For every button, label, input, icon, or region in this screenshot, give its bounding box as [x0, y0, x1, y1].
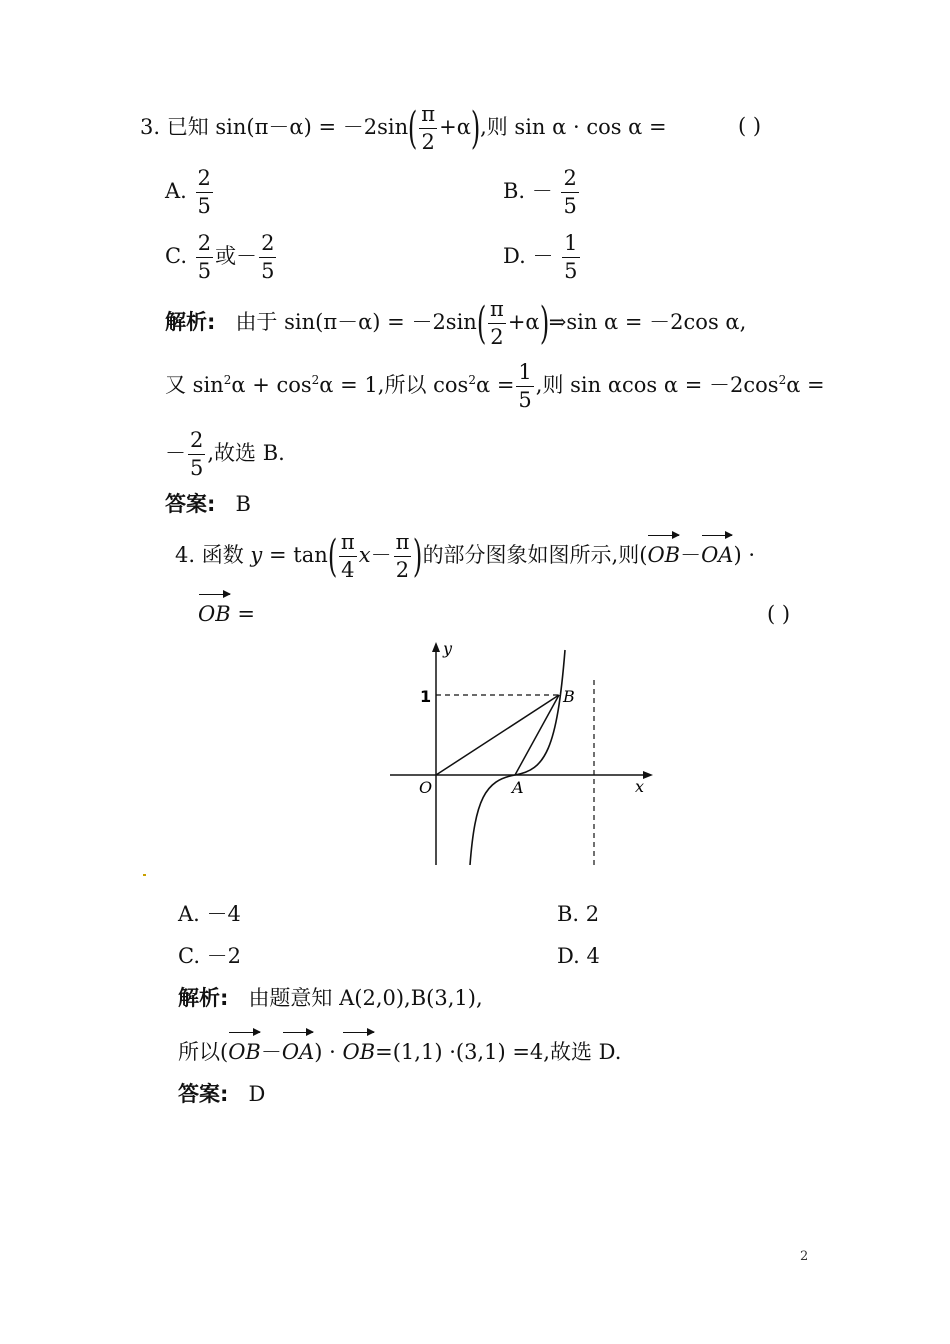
q4-stem-text: －	[680, 543, 702, 567]
option-label: C.	[165, 244, 187, 268]
option-fraction	[196, 168, 213, 217]
paren-left: (	[327, 530, 338, 582]
vector-oa: OA	[701, 543, 734, 567]
q3-answer-value: B	[235, 492, 251, 516]
option-fraction	[196, 233, 213, 282]
q3-option-b	[503, 168, 581, 217]
vector-ob: OB	[198, 602, 231, 626]
analysis-text: 由于 sin(π－α) = －2sin	[235, 310, 477, 334]
frac-num: 2	[561, 168, 578, 193]
q4-answer-blank: ( )	[767, 602, 791, 626]
label-x: x	[635, 777, 645, 796]
label-origin: O	[419, 778, 433, 797]
vector-ob: OB	[228, 1040, 261, 1064]
frac-den: 5	[197, 259, 212, 283]
analysis-fraction	[516, 362, 533, 411]
frac-den: 2	[490, 325, 504, 349]
y-axis-arrow	[432, 642, 440, 652]
q4-number: 4.	[175, 543, 196, 567]
q3-analysis-line2	[165, 362, 825, 411]
q4-stem	[175, 532, 755, 581]
analysis-text: 由题意知 A(2,0),B(3,1),	[248, 986, 483, 1010]
q4-option-b: B. 2	[557, 902, 600, 926]
label-one: 1	[420, 687, 432, 706]
q4-option-a: A. －4	[178, 902, 241, 926]
frac-den: 5	[563, 194, 577, 218]
analysis-text: ⇒sin α = －2cos α,	[548, 310, 747, 334]
tan-graph-figure	[385, 640, 655, 870]
superscript: 2	[223, 373, 232, 387]
stray-mark	[143, 874, 146, 876]
q4-option-d: D. 4	[557, 944, 600, 968]
frac-num: 2	[259, 233, 276, 258]
vector-ob: OB	[647, 543, 681, 567]
frac-den: 5	[197, 194, 211, 218]
frac-num: 2	[196, 168, 213, 193]
q3-option-d	[503, 233, 582, 282]
q4-analysis-line1	[178, 988, 483, 1009]
analysis-text: α = 1,所以 cos	[319, 373, 469, 397]
analysis-text: ) ·	[314, 1040, 336, 1064]
q3-stem-text-b: +α	[439, 115, 471, 139]
q4-analysis-line2	[178, 1042, 621, 1063]
q4-option-c: C. －2	[178, 944, 242, 968]
q4-stem-text: = tan	[268, 543, 328, 567]
frac-den: 4	[341, 558, 355, 582]
vector-ob: OB	[342, 1040, 376, 1064]
q3-number: 3.	[140, 115, 161, 139]
q4-stem-text: ) ·	[733, 543, 756, 567]
frac-num: π	[394, 532, 412, 557]
vector-oa: OA	[281, 1040, 315, 1064]
q4-stem-text: 函数	[201, 543, 244, 567]
frac-num: π	[339, 532, 357, 557]
q3-option-a	[165, 168, 215, 217]
label-point-a: A	[512, 778, 524, 797]
paren-right: )	[413, 530, 423, 582]
x-axis-arrow	[643, 771, 653, 779]
frac-num: 1	[516, 362, 533, 387]
var-y: y	[250, 543, 263, 567]
superscript: 2	[468, 373, 476, 387]
option-fraction	[561, 168, 578, 217]
q3-analysis-line3	[165, 430, 285, 479]
page-number: 2	[800, 1249, 809, 1264]
tan-curve	[470, 650, 565, 865]
q3-option-c	[165, 233, 278, 282]
option-fraction	[259, 233, 276, 282]
paren-left: (	[476, 297, 487, 349]
option-fraction	[562, 233, 579, 282]
q4-fraction	[394, 532, 412, 581]
q4-answer-label: 答案:	[178, 1082, 229, 1106]
analysis-text: 又 sin	[165, 373, 224, 397]
q4-answer-value: D	[248, 1082, 266, 1106]
q4-analysis-label: 解析:	[178, 986, 229, 1010]
option-label: A.	[165, 179, 187, 203]
analysis-text: α =	[475, 373, 515, 397]
q3-analysis-line1	[165, 299, 746, 348]
option-label: D. －	[503, 244, 554, 268]
var-x: x	[358, 543, 371, 567]
frac-den: 2	[421, 130, 435, 154]
label-point-b: B	[563, 687, 575, 706]
frac-den: 5	[190, 456, 204, 480]
q4-answer	[178, 1084, 265, 1105]
superscript: 2	[311, 373, 320, 387]
q3-answer-blank: ( )	[738, 114, 762, 138]
q3-answer-label: 答案:	[165, 492, 216, 516]
frac-den: 5	[261, 259, 275, 283]
option-or: 或－	[215, 244, 258, 268]
frac-den: 2	[395, 558, 410, 582]
analysis-fraction	[488, 299, 506, 348]
q3-stem	[140, 104, 667, 153]
q4-stem-text: 的部分图象如图所示,则(	[422, 543, 648, 567]
q3-answer	[165, 494, 251, 515]
analysis-text: －	[165, 441, 186, 465]
analysis-text: ,故选 B.	[207, 441, 285, 465]
label-y: y	[443, 640, 453, 658]
q3-analysis-label: 解析:	[165, 310, 216, 334]
frac-den: 5	[518, 388, 532, 412]
frac-num: 2	[188, 430, 205, 455]
superscript: 2	[778, 373, 787, 387]
segment-ob	[436, 695, 559, 775]
analysis-text: 所以(	[178, 1040, 229, 1064]
analysis-text: α =	[786, 373, 825, 397]
frac-num: π	[488, 299, 506, 324]
frac-den: 5	[564, 259, 578, 283]
q4-stem-text: =	[237, 602, 255, 626]
analysis-text: α + cos	[231, 373, 312, 397]
paren-left: (	[407, 102, 418, 154]
q3-stem-text-c: ,则 sin α · cos α =	[480, 115, 667, 139]
paren-right: )	[470, 102, 481, 154]
q4-fraction	[339, 532, 357, 581]
analysis-text: －	[260, 1040, 282, 1064]
q4-stem-line2	[198, 604, 255, 625]
analysis-text: ,则 sin αcos α = －2cos	[535, 373, 779, 397]
frac-num: 2	[196, 233, 213, 258]
q3-stem-fraction	[419, 104, 437, 153]
analysis-text: +α	[507, 310, 540, 334]
paren-right: )	[539, 297, 549, 349]
analysis-fraction	[188, 430, 205, 479]
frac-num: 1	[562, 233, 579, 258]
analysis-text: =(1,1) ·(3,1) =4,故选 D.	[375, 1040, 622, 1064]
q4-stem-text: －	[370, 543, 392, 567]
option-label: B. －	[503, 179, 553, 203]
q3-stem-text-a: 已知 sin(π－α) = －2sin	[166, 115, 409, 139]
frac-num: π	[419, 104, 437, 129]
